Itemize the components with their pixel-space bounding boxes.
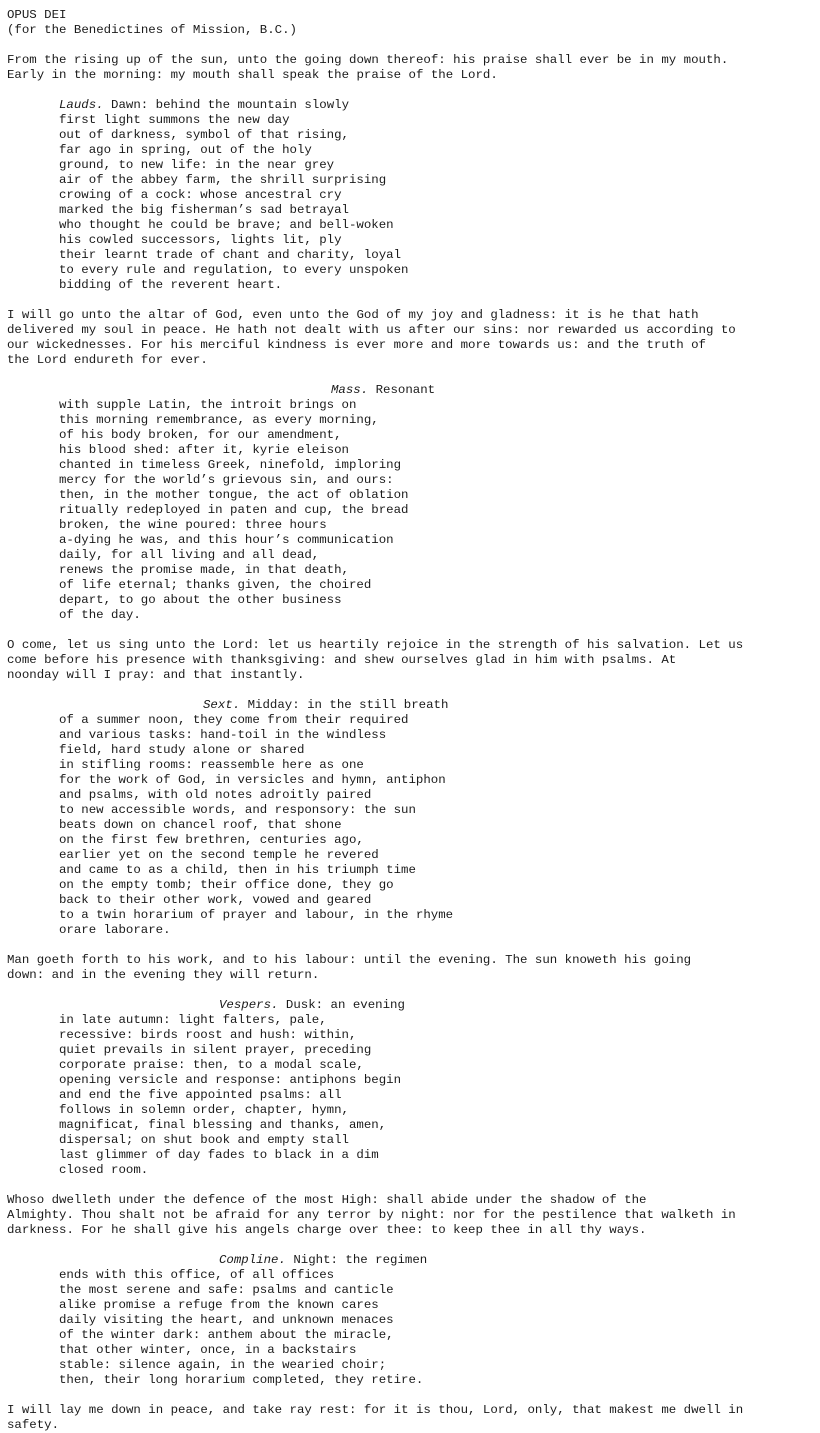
- verse-stanza: [7, 698, 815, 938]
- verse-line: to every rule and regulation, to every unspoken: [59, 263, 409, 277]
- verse-line: ends with this office, of all offices: [59, 1268, 335, 1282]
- psalm-line: Almighty. Thou shalt not be afraid for any terror by night: nor for the pestilence that walketh in: [7, 1208, 736, 1222]
- poem-dedication: (for the Benedictines of Mission, B.C.): [7, 23, 297, 37]
- verse-line: to a twin horarium of prayer and labour, in the rhyme: [59, 908, 454, 922]
- verse-line: quiet prevails in silent prayer, preceding: [59, 1043, 372, 1057]
- section-mass: [7, 308, 815, 623]
- closing-psalm: [7, 1403, 815, 1433]
- office-name: Mass.: [331, 383, 369, 397]
- verse-line: in late autumn: light falters, pale,: [59, 1013, 327, 1027]
- verse-first-line-rest: Dawn: behind the mountain slowly: [103, 98, 349, 112]
- verse-line: renews the promise made, in that death,: [59, 563, 349, 577]
- verse-line: that other winter, once, in a backstairs: [59, 1343, 357, 1357]
- psalm-line: Whoso dwelleth under the defence of the most High: shall abide under the shadow of the: [7, 1193, 647, 1207]
- psalm-line: From the rising up of the sun, unto the going down thereof: his praise shall ever be in my mouth.: [7, 53, 729, 67]
- office-name: Lauds.: [59, 98, 104, 112]
- verse-line: bidding of the reverent heart.: [59, 278, 283, 292]
- verse-line: on the first few brethren, centuries ago,: [59, 833, 364, 847]
- verse-line: and came to as a child, then in his triumph time: [59, 863, 416, 877]
- psalm-line: O come, let us sing unto the Lord: let us heartily rejoice in the strength of his salvation. Let us: [7, 638, 744, 652]
- verse-stanza: [7, 998, 815, 1178]
- psalm-line: delivered my soul in peace. He hath not dealt with us after our sins: nor rewarded us according to: [7, 323, 736, 337]
- verse-stanza: [7, 98, 815, 293]
- poem-header: [7, 8, 815, 38]
- psalm-line: I will go unto the altar of God, even unto the God of my joy and gladness: it is he that hath: [7, 308, 699, 322]
- verse-line: last glimmer of day fades to black in a dim: [59, 1148, 379, 1162]
- verse-line: magnificat, final blessing and thanks, amen,: [59, 1118, 387, 1132]
- office-name: Sext.: [203, 698, 241, 712]
- verse-first-line: [7, 1253, 815, 1268]
- verse-line: recessive: birds roost and hush: within,: [59, 1028, 357, 1042]
- verse-first-line: [7, 98, 815, 113]
- verse-line: chanted in timeless Greek, ninefold, imploring: [59, 458, 402, 472]
- verse-line: and various tasks: hand-toil in the windless: [59, 728, 387, 742]
- verse-line: earlier yet on the second temple he revered: [59, 848, 379, 862]
- verse-line: back to their other work, vowed and geared: [59, 893, 372, 907]
- verse-line: out of darkness, symbol of that rising,: [59, 128, 349, 142]
- verse-line: opening versicle and response: antiphons begin: [59, 1073, 402, 1087]
- psalm-line: the Lord endureth for ever.: [7, 353, 208, 367]
- verse-line: follows in solemn order, chapter, hymn,: [59, 1103, 349, 1117]
- verse-first-line: [7, 698, 815, 713]
- psalm-passage: [7, 308, 815, 368]
- psalm-line: our wickednesses. For his merciful kindness is ever more and more towards us: and the truth of: [7, 338, 706, 352]
- verse-line: field, hard study alone or shared: [59, 743, 305, 757]
- verse-line: to new accessible words, and responsory: the sun: [59, 803, 416, 817]
- verse-line: orare laborare.: [59, 923, 171, 937]
- psalm-passage: [7, 953, 815, 983]
- verse-line: of his body broken, for our amendment,: [59, 428, 342, 442]
- psalm-passage: [7, 638, 815, 683]
- psalm-line: safety.: [7, 1418, 60, 1432]
- section-compline: [7, 1193, 815, 1388]
- section-vespers: [7, 953, 815, 1178]
- verse-line: marked the big fisherman’s sad betrayal: [59, 203, 349, 217]
- verse-stanza: [7, 383, 815, 623]
- verse-line: then, in the mother tongue, the act of oblation: [59, 488, 409, 502]
- verse-line: of the day.: [59, 608, 141, 622]
- psalm-line: Early in the morning: my mouth shall speak the praise of the Lord.: [7, 68, 498, 82]
- verse-line: air of the abbey farm, the shrill surprising: [59, 173, 387, 187]
- verse-line: far ago in spring, out of the holy: [59, 143, 312, 157]
- verse-line: the most serene and safe: psalms and canticle: [59, 1283, 394, 1297]
- verse-line: his cowled successors, lights lit, ply: [59, 233, 342, 247]
- verse-line: with supple Latin, the introit brings on: [59, 398, 357, 412]
- verse-line: corporate praise: then, to a modal scale,: [59, 1058, 364, 1072]
- verse-line: in stifling rooms: reassemble here as one: [59, 758, 364, 772]
- office-name: Compline.: [219, 1253, 286, 1267]
- verse-line: alike promise a refuge from the known cares: [59, 1298, 379, 1312]
- psalm-line: down: and in the evening they will return.: [7, 968, 320, 982]
- verse-first-line-rest: Night: the regimen: [285, 1253, 428, 1267]
- verse-line: a-dying he was, and this hour’s communication: [59, 533, 394, 547]
- verse-line: ritually redeployed in paten and cup, the bread: [59, 503, 409, 517]
- verse-first-line: [7, 383, 815, 398]
- verse-line: first light summons the new day: [59, 113, 290, 127]
- psalm-line: come before his presence with thanksgiving: and shew ourselves glad in him with psalms. At: [7, 653, 677, 667]
- verse-line: for the work of God, in versicles and hymn, antiphon: [59, 773, 446, 787]
- verse-first-line: [7, 998, 815, 1013]
- verse-line: their learnt trade of chant and charity, loyal: [59, 248, 402, 262]
- verse-line: then, their long horarium completed, they retire.: [59, 1373, 424, 1387]
- verse-line: and end the five appointed psalms: all: [59, 1088, 342, 1102]
- office-name: Vespers.: [219, 998, 279, 1012]
- psalm-line: Man goeth forth to his work, and to his labour: until the evening. The sun knoweth his going: [7, 953, 692, 967]
- psalm-line: noonday will I pray: and that instantly.: [7, 668, 305, 682]
- verse-line: daily, for all living and all dead,: [59, 548, 320, 562]
- verse-line: of a summer noon, they come from their required: [59, 713, 409, 727]
- verse-line: daily visiting the heart, and unknown menaces: [59, 1313, 394, 1327]
- verse-line: broken, the wine poured: three hours: [59, 518, 327, 532]
- verse-line: his blood shed: after it, kyrie eleison: [59, 443, 349, 457]
- verse-stanza: [7, 1253, 815, 1388]
- verse-first-line-rest: Resonant: [368, 383, 436, 397]
- verse-line: this morning remembrance, as every morning,: [59, 413, 379, 427]
- verse-line: of life eternal; thanks given, the choired: [59, 578, 372, 592]
- verse-first-line-rest: Midday: in the still breath: [240, 698, 449, 712]
- verse-line: crowing of a cock: whose ancestral cry: [59, 188, 342, 202]
- verse-line: who thought he could be brave; and bell-woken: [59, 218, 394, 232]
- verse-line: dispersal; on shut book and empty stall: [59, 1133, 349, 1147]
- poem-page: [7, 8, 815, 1433]
- verse-line: ground, to new life: in the near grey: [59, 158, 335, 172]
- verse-line: on the empty tomb; their office done, they go: [59, 878, 394, 892]
- verse-line: and psalms, with old notes adroitly paired: [59, 788, 372, 802]
- psalm-passage: [7, 1193, 815, 1238]
- psalm-line: I will lay me down in peace, and take ray rest: for it is thou, Lord, only, that makest me dwell in: [7, 1403, 744, 1417]
- verse-first-line-rest: Dusk: an evening: [278, 998, 405, 1012]
- verse-line: beats down on chancel roof, that shone: [59, 818, 342, 832]
- verse-line: of the winter dark: anthem about the miracle,: [59, 1328, 394, 1342]
- poem-title: OPUS DEI: [7, 8, 67, 22]
- psalm-passage: [7, 53, 815, 83]
- section-lauds: [7, 53, 815, 293]
- verse-line: mercy for the world’s grievous sin, and ours:: [59, 473, 394, 487]
- verse-line: depart, to go about the other business: [59, 593, 342, 607]
- verse-line: stable: silence again, in the wearied choir;: [59, 1358, 387, 1372]
- psalm-line: darkness. For he shall give his angels charge over thee: to keep thee in all thy ways.: [7, 1223, 647, 1237]
- section-sext: [7, 638, 815, 938]
- verse-line: closed room.: [59, 1163, 149, 1177]
